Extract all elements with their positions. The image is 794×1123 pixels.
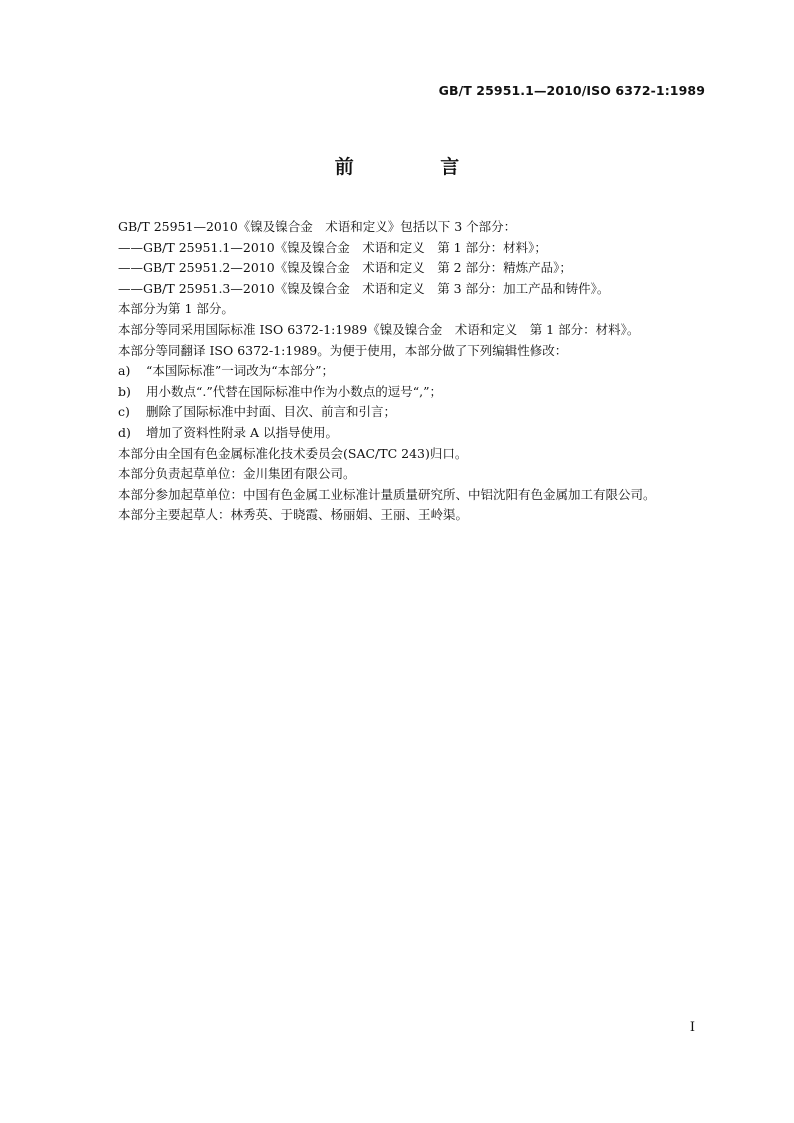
paragraph-part-3: ——GB/T 25951.3—2010《镍及镍合金 术语和定义 第 3 部分：加工产品和铸件》。 [118, 280, 610, 296]
paragraph-part-1: ——GB/T 25951.1—2010《镍及镍合金 术语和定义 第 1 部分：材料》； [118, 239, 547, 255]
list-marker: a) [118, 363, 131, 379]
paragraph-participating-units: 本部分参加起草单位：中国有色金属工业标准计量质量研究所、中铝沈阳有色金属加工有限公司。 [118, 486, 656, 502]
list-item-text: 删除了国际标准中封面、目次、前言和引言； [146, 404, 397, 420]
list-marker: b) [118, 383, 131, 399]
paragraph-series-intro: GB/T 25951—2010《镍及镍合金 术语和定义》包括以下 3 个部分： [118, 219, 517, 234]
list-item-text: “本国际标准”一词改为“本部分”； [146, 363, 335, 379]
edit-item-d [118, 423, 718, 444]
page-title: 前 言 [334, 156, 500, 178]
paragraph-translation: 本部分等同翻译 ISO 6372-1:1989。为便于使用，本部分做了下列编辑性修改： [118, 342, 568, 358]
edit-item-b [118, 382, 718, 403]
list-marker: c) [118, 404, 130, 420]
list-marker: d) [118, 424, 131, 440]
foreword-body [118, 217, 718, 526]
paragraph-adoption: 本部分等同采用国际标准 ISO 6372-1:1989《镍及镍合金 术语和定义 第 1 部分：材料》。 [118, 321, 640, 337]
paragraph-responsible-committee: 本部分由全国有色金属标准化技术委员会(SAC/TC 243)归口。 [118, 445, 468, 461]
list-item-text: 用小数点“.”代替在国际标准中作为小数点的逗号“,”； [146, 383, 443, 399]
edit-item-a [118, 361, 718, 382]
standard-code-header: GB/T 25951.1—2010/ISO 6372-1:1989 [438, 83, 705, 98]
list-item-text: 增加了资料性附录 A 以指导使用。 [146, 424, 338, 440]
paragraph-part-2: ——GB/T 25951.2—2010《镍及镍合金 术语和定义 第 2 部分：精炼产品》； [118, 260, 572, 276]
page-number: I [689, 1020, 695, 1035]
paragraph-this-part: 本部分为第 1 部分。 [118, 301, 234, 317]
edit-item-c [118, 402, 718, 423]
paragraph-drafters: 本部分主要起草人：林秀英、于晓霞、杨丽娟、王丽、王岭渠。 [118, 507, 469, 523]
paragraph-drafting-unit: 本部分负责起草单位：金川集团有限公司。 [118, 466, 356, 482]
